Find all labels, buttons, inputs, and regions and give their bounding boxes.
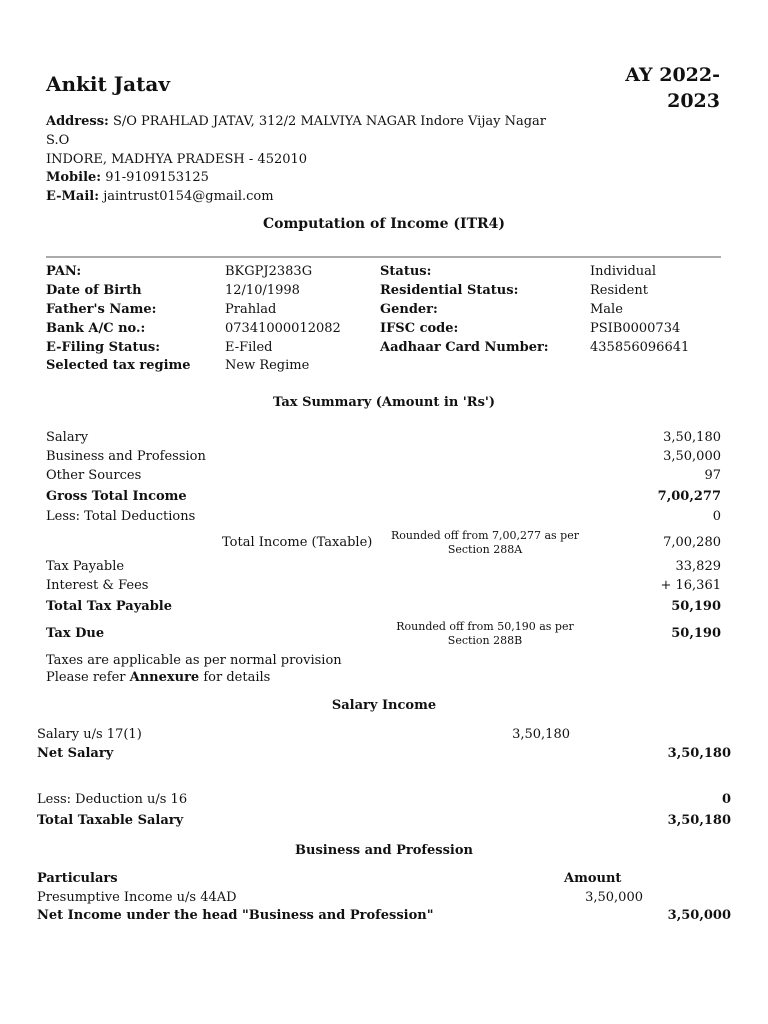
net-business-income-value: 3,50,000: [667, 908, 731, 923]
salary-label: Salary: [46, 430, 89, 445]
salary-us-value: 3,50,180: [512, 727, 570, 742]
taxable-income-label: Total Income (Taxable): [222, 535, 373, 550]
ifsc-label: IFSC code:: [380, 321, 459, 336]
tax-summary-heading: Tax Summary (Amount in 'Rs'): [272, 395, 496, 410]
presumptive-income-label: Presumptive Income u/s 44AD: [37, 890, 237, 905]
net-salary-value: 3,50,180: [667, 746, 731, 761]
total-tax-payable-label: Total Tax Payable: [46, 599, 173, 614]
email: [46, 187, 566, 206]
status-label: Status:: [380, 264, 432, 279]
address-value: S/O PRAHLAD JATAV, 312/2 MALVIYA NAGAR Indore Vijay Nagar S.O: [46, 114, 546, 148]
residential-status-label: Residential Status:: [380, 283, 519, 298]
gender-label: Gender:: [380, 302, 438, 317]
amount-column-header: Amount: [564, 871, 622, 886]
deductions-label: Less: Total Deductions: [46, 509, 196, 524]
city-line: INDORE, MADHYA PRADESH - 452010: [46, 152, 308, 167]
gross-total-label: Gross Total Income: [46, 489, 187, 504]
status-value: Individual: [590, 264, 657, 279]
email-value: jaintrust0154@gmail.com: [103, 189, 274, 204]
annexure-note: [46, 670, 270, 685]
taxable-rounding-note: Rounded off from 7,00,277 as per Section 288A: [391, 529, 579, 556]
interest-fees-label: Interest & Fees: [46, 578, 149, 593]
bank-ac-label: Bank A/C no.:: [46, 321, 146, 336]
other-sources-label: Other Sources: [46, 468, 142, 483]
ifsc-value: PSIB0000734: [590, 321, 681, 336]
efiling-status-value: E-Filed: [225, 340, 273, 355]
business-heading: Business and Profession: [295, 843, 473, 858]
tax-regime-label: Selected tax regime: [46, 358, 191, 373]
email-label: E-Mail:: [46, 189, 100, 204]
address: [46, 112, 566, 150]
taxpayer-name: Ankit Jatav: [46, 72, 170, 96]
tax-due-label: Tax Due: [46, 626, 105, 641]
annexure-note-suffix: for details: [203, 670, 271, 685]
interest-fees-value: + 16,361: [660, 578, 721, 593]
gender-value: Male: [590, 302, 623, 317]
annexure-link-text: Annexure: [129, 670, 200, 685]
particulars-column-header: Particulars: [37, 871, 118, 886]
total-taxable-salary-value: 3,50,180: [667, 813, 731, 828]
assessment-year-line1: AY 2022-: [625, 64, 720, 86]
salary-value: 3,50,180: [663, 430, 721, 445]
bank-ac-value: 07341000012082: [225, 321, 341, 336]
deductions-value: 0: [712, 509, 721, 524]
tax-payable-value: 33,829: [675, 559, 721, 574]
residential-status-value: Resident: [590, 283, 648, 298]
father-name-label: Father's Name:: [46, 302, 157, 317]
aadhaar-value: 435856096641: [590, 340, 690, 355]
pan-value: BKGPJ2383G: [225, 264, 313, 279]
assessment-year-line2: 2023: [667, 90, 720, 112]
deduction-16-label: Less: Deduction u/s 16: [37, 792, 188, 807]
document-title: Computation of Income (ITR4): [263, 216, 505, 232]
address-label: Address:: [46, 114, 109, 129]
salary-us-label: Salary u/s 17(1): [37, 727, 142, 742]
tax-regime-value: New Regime: [225, 358, 310, 373]
normal-provision-note: Taxes are applicable as per normal provision: [46, 653, 342, 668]
mobile-value: 91-9109153125: [105, 170, 209, 185]
annexure-note-prefix: Please refer: [46, 670, 126, 685]
total-taxable-salary-label: Total Taxable Salary: [37, 813, 184, 828]
pan-label: PAN:: [46, 264, 82, 279]
father-name-value: Prahlad: [225, 302, 277, 317]
other-sources-value: 97: [704, 468, 721, 483]
tax-due-value: 50,190: [671, 626, 721, 641]
salary-income-heading: Salary Income: [331, 698, 437, 713]
aadhaar-label: Aadhaar Card Number:: [380, 340, 549, 355]
presumptive-income-value: 3,50,000: [585, 890, 643, 905]
business-label: Business and Profession: [46, 449, 206, 464]
tax-payable-label: Tax Payable: [46, 559, 125, 574]
dob-label: Date of Birth: [46, 283, 142, 298]
net-salary-label: Net Salary: [37, 746, 114, 761]
gross-total-value: 7,00,277: [657, 489, 721, 504]
tax-due-rounding-note: Rounded off from 50,190 as per Section 288B: [396, 620, 574, 647]
total-tax-payable-value: 50,190: [671, 599, 721, 614]
deduction-16-value: 0: [721, 792, 731, 807]
title-divider: [46, 256, 721, 258]
dob-value: 12/10/1998: [225, 283, 300, 298]
mobile: [46, 168, 566, 187]
mobile-label: Mobile:: [46, 170, 102, 185]
business-value: 3,50,000: [663, 449, 721, 464]
net-business-income-label: Net Income under the head "Business and Profession": [37, 908, 434, 923]
assessment-year: [625, 62, 720, 114]
efiling-status-label: E-Filing Status:: [46, 340, 161, 355]
taxable-income-value: 7,00,280: [663, 535, 721, 550]
